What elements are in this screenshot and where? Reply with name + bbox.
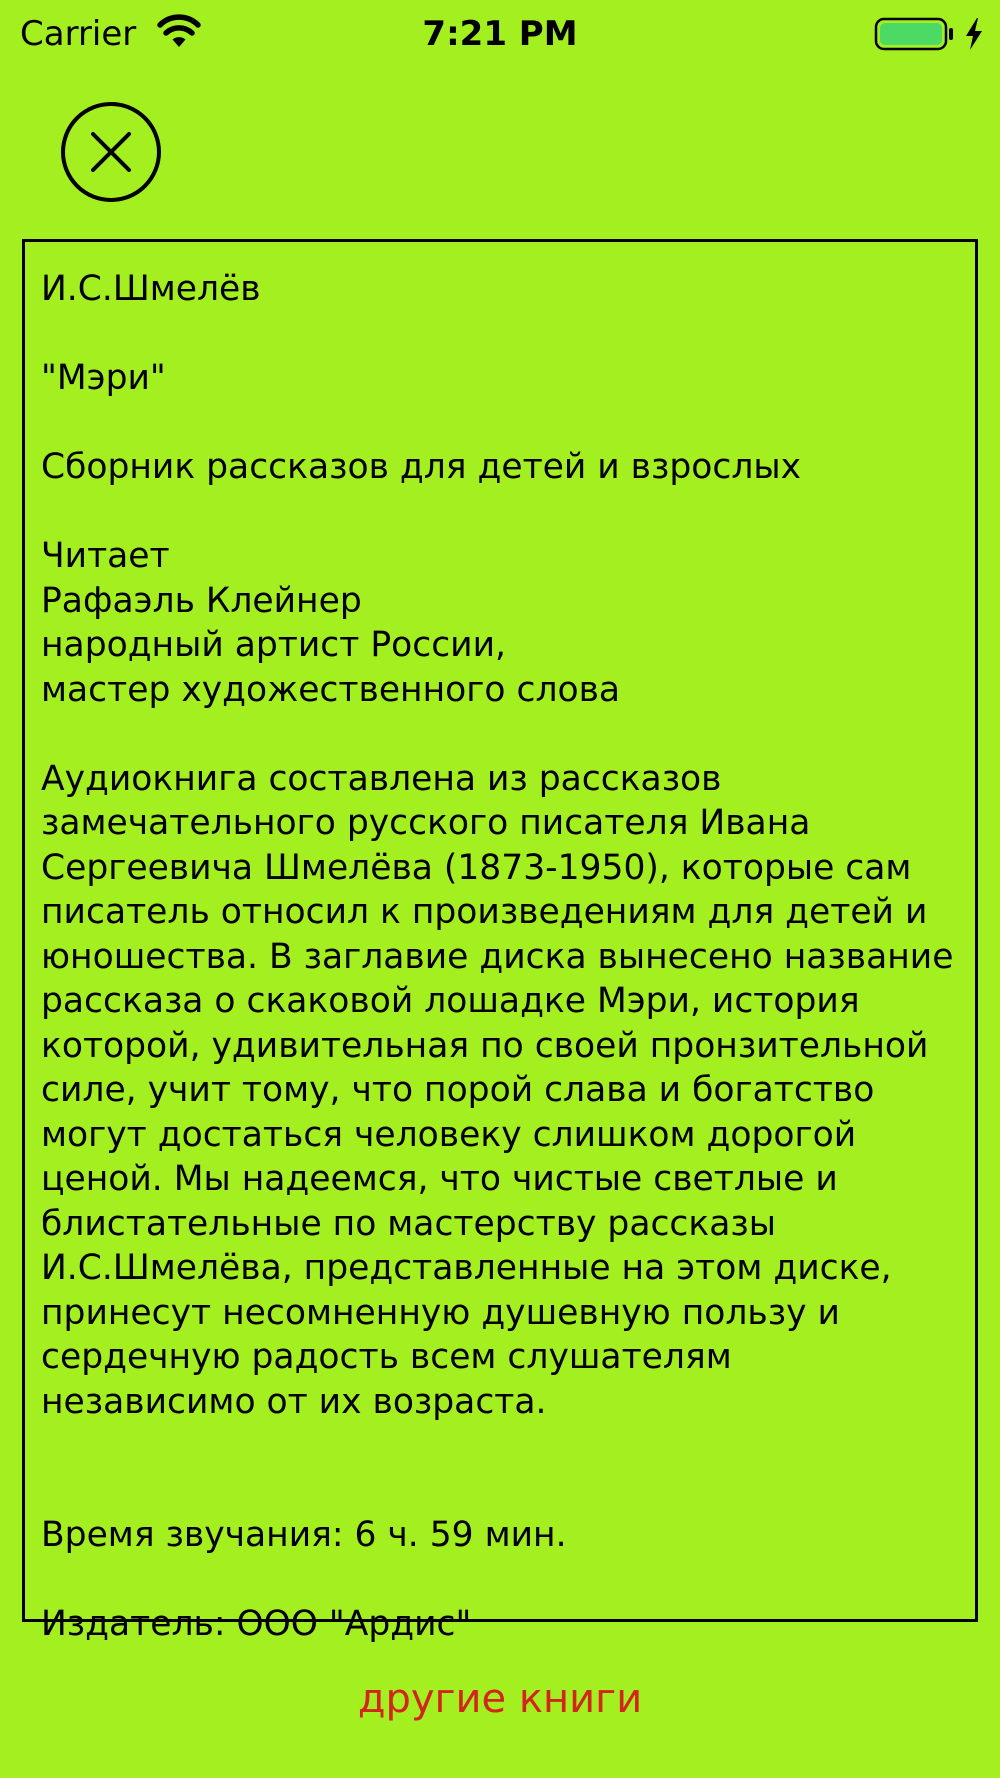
other-books-button[interactable]: другие книги bbox=[357, 1676, 643, 1722]
book-description-text: И.С.Шмелёв "Мэри" Сборник рассказов для детей и взрослых Читает Рафаэль Клейнер народный артист России, мастер художественного слова Аудиокнига составлена из рассказов замечательного русского писателя Ивана Сергеевича Шмелёва (1873-1950), которые сам писатель относил к произведениям для детей и юношества. В заглавие диска вынесено название рассказа о скаковой лошадке Мэри, история которой, удивительная по своей пронзительной силе, учит тому, что порой слава и богатство могут достаться человеку слишком дорогой ценой. Мы надеемся, что чистые светлые и блистательные по мастерству рассказы И.С.Шмелёва, представленные на этом диске, принесут несомненную душевную пользу и сердечную радость всем слушателям независимо от их возраста. Время звучания: 6 ч. 59 мин. Издатель: ООО "Ардис" bbox=[41, 269, 954, 1644]
carrier-label: Carrier bbox=[20, 14, 137, 54]
status-time: 7:21 PM bbox=[422, 14, 578, 54]
bolt-icon bbox=[962, 16, 986, 52]
battery-icon bbox=[874, 16, 956, 52]
close-button[interactable] bbox=[60, 101, 162, 203]
close-circle-icon bbox=[60, 101, 162, 203]
book-description-scroll[interactable] bbox=[22, 239, 978, 1644]
status-bar bbox=[0, 0, 1000, 70]
